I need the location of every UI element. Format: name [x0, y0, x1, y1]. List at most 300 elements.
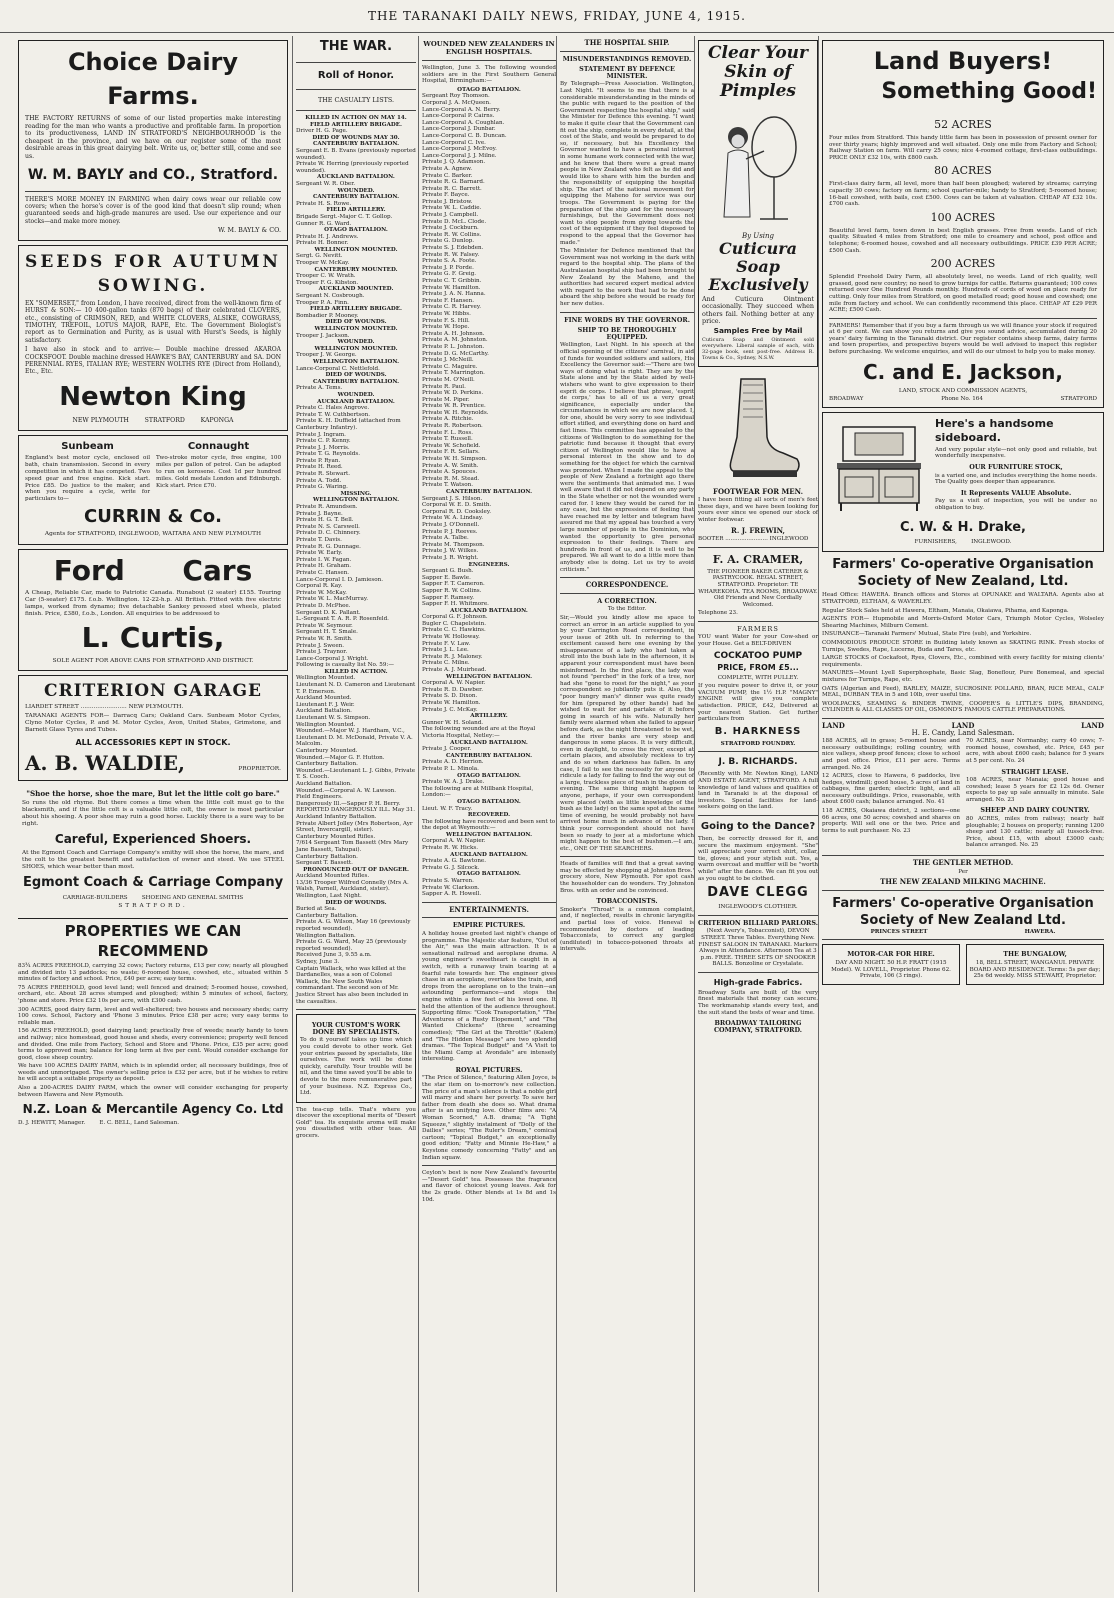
- list-item: Private J. O'Donnell.: [422, 521, 480, 528]
- coop-manure: MANURES—Mount Lyell Superphosphate, Basic Slag, Boneflour, Pure Bonemeal, and special mixtures for Turnips, Rape, etc.: [822, 670, 1104, 683]
- list-item: Lance-Corporal A. Coughlan.: [422, 119, 505, 126]
- list-item: Private J. Traynor.: [296, 649, 348, 656]
- list-item: Lieutenant W. S. Simpson.: [296, 715, 371, 722]
- list-item: Private R. C. Barrett.: [422, 185, 482, 192]
- list-item: OTAGO BATTALION.: [457, 798, 521, 805]
- criterion-title: CRITERION GARAGE: [43, 681, 263, 702]
- list-item: KILLED IN ACTION ON MAY 14.: [305, 115, 407, 121]
- list-item: Private R. G. Barnard.: [422, 179, 485, 186]
- list-item: Private J. J. Morris.: [296, 444, 350, 451]
- bottom-ads: [822, 944, 1104, 984]
- hospital-list: [422, 87, 556, 898]
- coop-wool: WOOLPACKS, SEAMING & BINDER TWINE, COOPER'S & LITTLE'S DIPS, BRANDING, CYLINDER & ALL CLASSES OF OIL, OSMOND'S FAMOUS CATTLE PREPARATIONS.: [822, 700, 1104, 714]
- prop-item: 156 ACRES FREEHOLD, good dairying land; practically free of weeds; nearly handy to town and railway; nice homestead, good house and sheds, every convenience; property well fenced and divided. One mile from Factory, School and Store and 'Phone. Price, £35 per acre; good terms to approved man; balance for long term at five per cent. Would consider exchange for good, close sheep country.: [18, 1028, 288, 1061]
- frewin-ad: [698, 373, 818, 543]
- list-item: Lieutenant N. D. Cameron and Lieutenant T. P. Emerson.: [296, 682, 416, 695]
- list-item: Private F. L. Ross.: [422, 429, 473, 436]
- waldie-name: A. B. WALDIE,: [25, 750, 185, 775]
- list-item: Private S. A. Foote.: [422, 258, 477, 265]
- list-item: Private R. Amundsen.: [296, 504, 358, 511]
- cramer-body: THE PIONEER BAKER CATERER & PASTRYCOOK. REGAL STREET, STRATFORD. Proprietor: TE WHAREKOHA. TEA ROOMS, BROADWAY. Old Friends and New Cordially Welcomed.: [698, 568, 818, 608]
- remember-body: FARMERS! Remember that if you buy a farm through us we will finance your stock if required at 6 per cent. We can show you returns and give you sound advice, accumulated during 20 years' dairy farming in the Taranaki district. Our register contains sheep farms, dairy farms and town properties, and prospective buyers would be well advised to inspect this register before purchasing. We welcome enquiries, and will do our utmost to help you to make money.: [829, 322, 1098, 356]
- list-item: Sapper F. T. Cameron.: [422, 581, 485, 588]
- list-item: Private S. Warren.: [422, 878, 474, 885]
- list-item: Corporal J. A. McQueen.: [422, 99, 491, 106]
- list-item: Corporal A. W. Napier.: [422, 680, 486, 687]
- list-item: AUCKLAND BATTALION.: [450, 607, 528, 614]
- list-item: Private C. Maguire.: [422, 363, 478, 370]
- list-item: Private F. Hansen.: [422, 297, 475, 304]
- list-item: Canterbury Battalion.: [296, 761, 358, 768]
- acres-100: 100 ACRES: [930, 210, 996, 224]
- list-item: WOUNDED.: [337, 339, 375, 346]
- list-item: Wounded.—Major G. F. Hutton.: [296, 754, 385, 761]
- list-item: Corporal W. E. D. Smith.: [422, 502, 492, 509]
- acres-80-body: First-class dairy farm, all level, more than half been ploughed; watered by streams; carrying capacity 30 cows; factory on farm; school quarter-mile; handy to Stratford; 5-roomed house; 16-bail cowshed, with bails, cost £500. Cows can be taken at valuation. CHEAP AT £32 10s. £700 cash.: [829, 181, 1097, 208]
- list-item: Private M. Piper.: [422, 396, 470, 403]
- list-item: Private R. J. Maloney.: [422, 653, 483, 660]
- list-item: AUCKLAND MOUNTED.: [318, 286, 394, 293]
- list-item: Private T. Watson.: [422, 482, 473, 489]
- list-item: Wellington, Last Night.: [296, 893, 362, 900]
- list-item: Private W. L. Caddie.: [422, 205, 482, 212]
- list-item: Lance-Corporal C. Ive.: [422, 139, 486, 146]
- empire-title: EMPIRE PICTURES.: [452, 921, 526, 930]
- list-item: Private R. Paul.: [422, 383, 466, 390]
- candy-listing: 80 ACRES, miles from railway; nearly half ploughable; 2 houses on property; running 1200 sheep and 130 cattle; nearly all tussock-free. Price, about £15, with about £3000 cash; balance arranged. No. 25: [966, 816, 1104, 849]
- list-item: Private A. Agnew.: [422, 165, 473, 172]
- acres-200-body: Splendid Freehold Dairy Farm, all absolutely level, no weeds. Land of rich quality, well grassed, good new country; no need to grow turnips for cattle. Returns guaranteed; 100 cows returned over One Hundred Pounds monthly. Hundreds of cords of wood on place ready for cutting. Only four miles from Stratford, on good metalled road; good house and cowshed; one mile from factory and school. We can confidently recommend this place. CHEAP AT £29 PER ACRE; £500 Cash.: [829, 274, 1097, 314]
- list-item: Sapper R. W. Collins.: [422, 587, 482, 594]
- list-item: Private J. W. Wilkes.: [422, 548, 479, 555]
- list-item: Private H. J. Andrews.: [296, 233, 359, 240]
- sideboard-title: Here's a handsome sideboard.: [935, 416, 1054, 444]
- furniture-title: OUR FURNITURE STOCK,: [969, 463, 1063, 472]
- acres-200: 200 ACRES: [930, 257, 996, 271]
- seeds-title: SEEDS FOR AUTUMN SOWING.: [25, 251, 281, 296]
- list-item: Private W. Hamilton.: [422, 284, 481, 291]
- list-item: Lance-Corporal I. D. Jamieson.: [296, 576, 384, 583]
- cuticura-samples: Samples Free by Mail: [713, 325, 803, 335]
- list-item: Sergeant D. K. Pallant.: [296, 609, 361, 616]
- list-item: Private R. Robertson.: [422, 423, 483, 430]
- list-item: Private A. Todd.: [296, 477, 342, 484]
- list-item: Canterbury Battalion.: [296, 912, 358, 919]
- list-item: Private J. Bayne.: [296, 510, 343, 517]
- list-item: Bugler C. Chapelstein.: [422, 620, 486, 627]
- list-item: Private D. McPhee.: [296, 602, 351, 609]
- list-item: Private J. Q. Adamson.: [422, 159, 486, 166]
- list-item: ENGINEERS.: [468, 561, 510, 568]
- list-item: Sergeant G. Bush.: [422, 568, 474, 575]
- list-item: Private J. Cockburn.: [422, 225, 479, 232]
- pump-price: PRICE, FROM £5...: [717, 662, 799, 672]
- tea-note: The tea-cup tells. That's where you discover the exceptional merits of "Desert Gold" tea. Its exquisite aroma will make you dissatisfied with other teas. All grocers.: [296, 1106, 416, 1140]
- list-item: Gunner R. G. Ward.: [296, 220, 352, 227]
- list-item: Lieut. W. F. Tracy.: [422, 805, 473, 812]
- list-item: AUCKLAND BATTALION.: [317, 174, 395, 181]
- footwear-body: I have been fitting all sorts of men's feet these days, and we have been looking for yours ever since we opened our stock of winter footwear.: [698, 497, 818, 523]
- list-item: DIED OF WOUNDS MAY 30.: [312, 134, 400, 141]
- list-item: Private A. W. Smith.: [422, 462, 479, 469]
- royal-title: ROYAL PICTURES.: [455, 1065, 523, 1074]
- curtis-sub: SOLE AGENT FOR ABOVE CARS FOR STRATFORD AND DISTRICT.: [52, 657, 254, 664]
- list-item: WELLINGTON BATTALION.: [445, 673, 533, 680]
- list-item: Private C. Hales Angrove.: [296, 405, 370, 412]
- list-item: Private G. Dunlop.: [422, 238, 475, 245]
- bungalow-title: THE BUNGALOW,: [1003, 950, 1067, 959]
- list-item: Corporal R. D. Cooksley.: [422, 508, 492, 515]
- list-item: WELLINGTON BATTALION.: [312, 358, 400, 365]
- list-item: Sergeant H. T. Smale.: [296, 629, 358, 636]
- jackson-addr-left: BROADWAY: [829, 396, 864, 403]
- list-item: WELLINGTON MOUNTED.: [314, 345, 398, 352]
- list-item: CANTERBURY MOUNTED.: [314, 266, 398, 273]
- land-right: LAND: [1081, 720, 1104, 730]
- list-item: Private W. Early.: [296, 550, 343, 557]
- farmers-heading: FARMERS: [737, 624, 779, 633]
- ford-ad: [18, 549, 288, 672]
- list-item: Wounded.—Corporal A. W. Lawson.: [296, 787, 397, 794]
- list-item: PRONOUNCED OUT OF DANGER.: [303, 866, 409, 873]
- masthead: THE TARANAKI DAILY NEWS, FRIDAY, JUNE 4, 1915.: [0, 0, 1114, 33]
- clegg-name: DAVE CLEGG: [707, 885, 809, 901]
- land-buyers: Land Buyers!: [873, 47, 1053, 75]
- coop-oats: OATS (Algerian and Feed), BARLEY, MAIZE, SUCROSINE POLLARD, BRAN, RICE MEAL, CALF MEAL, DURBAN TEA in 5 and 10lb, over useful tins.: [822, 685, 1104, 699]
- list-item: Private W. R. Prentice.: [422, 403, 486, 410]
- drake-sub: FURNISHERS, INGLEWOOD.: [914, 538, 1012, 545]
- currin-ad: [18, 435, 288, 544]
- coop-sales: Regular Stock Sales held at Hawera, Eltham, Manaia, Okaiawa, Pihama, and Kaponga.: [822, 607, 1069, 614]
- billiards-title: CRITERION BILLIARD PARLORS.: [698, 918, 818, 927]
- dairy-firm: W. M. BAYLY and CO., Stratford.: [27, 166, 279, 183]
- frewin-name: R. J. FREWIN,: [731, 525, 785, 535]
- hospital-ship-sub2: STATEMENT BY DEFENCE MINISTER.: [579, 65, 675, 80]
- accessories: ALL ACCESSORIES KEPT IN STOCK.: [75, 737, 231, 747]
- shoers-body: At the Egmont Coach and Carriage Company's smithy will shoe the horse, the mare, and the colt to the greatest benefit and satisfaction of owner and steed. We use STEEL SHOES, which wear better than most.: [22, 849, 284, 870]
- cuticura-ad: [698, 40, 818, 367]
- richards-body: (Recently with Mr. Newton King), LAND AND ESTATE AGENT, STRATFORD. A full knowledge of land values and qualities of land in Taranaki is at the disposal of investors. Special facilities for land-seekers going on the land.: [698, 771, 818, 811]
- candy-listing: STRAIGHT LEASE.: [1001, 767, 1069, 776]
- list-item: Private J. Ingram.: [296, 431, 346, 438]
- list-item: Private P. L. Minola.: [422, 765, 479, 772]
- coop-office: Head Office: HAWERA. Branch offices and Stores at OPUNAKE and WALTARA. Agents also at STRATFORD, ELTHAM, & WAVERLEY.: [822, 592, 1104, 606]
- list-item: Lance-Corporal C. B. Duncan.: [422, 132, 507, 139]
- connaught-title: Connaught: [187, 441, 250, 453]
- list-item: Buried at Sea.: [296, 906, 337, 913]
- clegg-sub: INGLEWOOD'S CLOTHIER.: [718, 904, 798, 911]
- jackson-phone: Phone No. 164: [941, 396, 983, 403]
- list-item: Private W. McKay.: [296, 589, 347, 596]
- list-item: FIELD ARTILLERY.: [326, 207, 386, 214]
- fabrics-body: Broadway Suits are built of the very finest materials that money can secure. The workmanship stands every test, and the suit stand the tests of wear and time.: [698, 989, 818, 1016]
- list-item: Captain Wallack, who was killed at the Dardanelles, was a son of Colonel Wallack, the New South Wales commandant. The second son of Mr. Justice Street has also been included in the casualties.: [296, 965, 409, 1005]
- ceylon-note: Ceylon's best is now New Zealand's favourite—"Desert Gold" tea. Possesses the fragrance and flavor of choicest young leaves. Ask for the 2s grade. Other blends at 1s 8d and 1s 10d.: [422, 1170, 556, 1203]
- list-item: Private A. G. Bawtone.: [422, 858, 487, 865]
- custom-body: To do it yourself takes up time which you could devote to other work. Get your entries passed by specialists, like ourselves. The work will be done quickly, carefully. Your trouble will be nil, and the time saved you'll be able to devote to the more remunerative part of your business. N.Z. Express Co., Ltd.: [300, 1037, 412, 1097]
- list-item: 13/36 Trooper Wilfred Connelly (Mrs A. Walsh, Parnell, Auckland, sister).: [296, 879, 409, 893]
- candy-listing: 12 ACRES, close to Hawera, 6 paddocks, live hedges, windmill; good house, 5 acres of land in cabbages, fine garden; electric light, and all necessary outbuildings. Price, reasonable, with about £600 cash; balance arranged. No. 41: [822, 773, 960, 806]
- list-item: WELLINGTON MOUNTED.: [314, 326, 398, 332]
- broadway-name: BROADWAY TAILORING COMPANY, STRATFORD.: [713, 1019, 803, 1034]
- motor-body: DAY AND NIGHT. 50 H.P. FRATT (1915 Model). W. LOVELL, Proprietor. Phone 62. Private, 106 (3 rings).: [831, 960, 951, 980]
- list-item: Private A. M. Johnston.: [422, 337, 488, 344]
- list-item: CANTERBURY BATTALION.: [445, 752, 533, 759]
- list-item: Private D. G. McCarthy.: [422, 350, 489, 357]
- list-item: Private W. H. Simpson.: [422, 456, 487, 463]
- coop2-title: Farmers' Co-operative Organisation Society of New Zealand Ltd.: [832, 895, 1094, 928]
- casualty-heading: THE CASUALTY LISTS.: [317, 96, 395, 104]
- list-item: OTAGO BATTALION.: [457, 86, 521, 93]
- list-item: Private A. G. Wilson, May 16 (previously reported wounded).: [296, 919, 411, 933]
- candy-listing: 188 ACRES, all in grass; 5-roomed house and necessary outbuildings; rolling country, with nice valleys, sheep proof fences; close to school and post office. Price, £11 per acre. Terms arranged. No. 24: [822, 738, 960, 771]
- list-item: Private R. D. Dawber.: [422, 686, 484, 693]
- list-item: Private W. Herring (previously reported wounded).: [296, 161, 409, 174]
- list-item: Private C. T. Gribbin.: [422, 278, 482, 284]
- list-item: WOUNDED.: [337, 391, 375, 398]
- list-item: WELLINGTON MOUNTED.: [314, 246, 398, 253]
- coop-produce: COMMODIOUS PRODUCE STORE in Building lately known as SKATING RINK. Fresh stocks of Turnips, Swedes, Rape, Lucerne, Buda and Tares, etc.: [822, 640, 1104, 653]
- list-item: Private P. J. Reeves.: [422, 528, 478, 535]
- list-item: Private M. O'Neill.: [422, 376, 475, 383]
- list-item: DIED OF WOUNDS.: [325, 372, 387, 379]
- list-item: Private A. H. Johnson.: [422, 330, 485, 337]
- list-item: Private C. P. Kenny.: [296, 438, 351, 445]
- cramer-ad: [698, 552, 818, 617]
- curtis-name: L. Curtis,: [81, 620, 225, 654]
- list-item: Private H. Graham.: [296, 563, 351, 570]
- list-item: CANTERBURY BATTALION.: [312, 194, 400, 201]
- list-item: AUCKLAND BATTALION.: [317, 398, 395, 405]
- correction-sub: A CORRECTION.: [597, 596, 657, 605]
- list-item: Following is casualty list No. 59:—: [296, 662, 394, 669]
- hospitals-title: WOUNDED NEW ZEALANDERS IN ENGLISH HOSPITALS.: [423, 40, 555, 56]
- billiards-body: (Next Avery's, Tobacconist), DEVON STREET. Three Tables. Everything New. FINEST SALOON IN TARANAKI. Markers Always in Attendance. Afternoon Tea at 3 p.m. FREE. THREE SETS OF SNOOKER BALLS. Bonzoline or Crystalate.: [698, 928, 818, 968]
- war-heading: THE WAR.: [319, 39, 393, 54]
- milking-ad: [822, 860, 1104, 935]
- list-item: Private R. M. Stead.: [422, 475, 480, 482]
- list-item: Private T. G. Reynolds.: [296, 451, 361, 458]
- list-item: CANTERBURY BATTALION.: [312, 141, 400, 148]
- list-item: Private A. D. Herrion.: [422, 759, 484, 766]
- list-item: The following have recovered and been sent to the depot at Weymouth:—: [422, 818, 556, 832]
- list-item: OTAGO BATTALION.: [457, 772, 521, 779]
- tobacconists-body: Smoker's "Throat" is a common complaint, and, if neglected, results in chronic laryngitis and partial loss of voice. Heneval is recommended by doctors of leading Tobacconists, to correct any gargled (undiluted) in tobacco-poisoned throats at intervals.: [560, 906, 694, 953]
- list-item: Private W. A. Lindsay.: [422, 515, 484, 522]
- list-item: Private P. Ryan.: [296, 457, 341, 464]
- prop-item: 83¾ ACRES FREEHOLD, carrying 32 cows; Factory returns, £13 per cow; nearly all ploughed and divided into 13 paddocks; no waste; 6-roomed house, cowshed, etc., situated within 5 minutes of factory and school. Price, £40 per acre; easy terms.: [18, 962, 288, 983]
- dairy-title: Choice Dairy Farms.: [67, 48, 239, 110]
- list-item: DIED OF WOUNDS.: [325, 319, 387, 326]
- list-item: Trooper F. G. Kibston.: [296, 279, 359, 286]
- broadway-ad: [698, 977, 818, 1034]
- royal-body: "The Price of Silence," featuring Allen Joyce, is the star item on to-morrow's new collection. The price of a man's silence is that a noble girl will marry and share her poverty. To save her father from death she does so. What drama after is an unifying love. Other films are: "A Woman Scorned," A.B. drama; "A Tight Squeeze," slightly instalment of "Dolly of the Dailies" series; "The Ruler's Dream," comical cartoon; "Topical Budget," an exceptionally good edition; "Fatty and Minnie He-Haw," a Keystone comedy concerning "Fatty" and an Indian squaw.: [422, 1075, 556, 1161]
- list-item: Bombadier P. Mooney.: [296, 312, 359, 319]
- list-item: Private C. C. Hawkins.: [422, 627, 486, 634]
- list-item: Private W. Hamilton.: [422, 700, 481, 706]
- list-item: Lance-Corporal A. N. Berry.: [422, 106, 501, 113]
- pump-complete: COMPLETE, WITH PULLEY.: [717, 674, 799, 681]
- sunbeam-body: England's best motor cycle, enclosed oil bath, chain transmission. Second in every competition in which it has competed. Two speed gear and free engine. Kick start. Price £85. Do justice to the maker, and when you require a cycle, write for particulars to—: [25, 455, 150, 503]
- column-4: [556, 36, 694, 1592]
- column-3: [418, 36, 556, 1592]
- list-item: Lance-Corporal P. Cairns.: [422, 113, 495, 120]
- sideboard-body: And very popular style—not only good and reliable, but wonderfully inexpensive.: [935, 446, 1097, 460]
- cramer-tel: Telephone 23.: [698, 610, 738, 617]
- list-item: Private A. Ritchie.: [422, 416, 474, 423]
- list-item: Sapper E. Bawle.: [422, 574, 471, 581]
- list-item: Private W. D. Perkins.: [422, 390, 484, 397]
- jackson-ad: [822, 40, 1104, 408]
- coop-agents: AGENTS FOR— Hupmobile and Morris-Oxford Motor Cars, Triumph Motor Cycles, Wolseley Shearing Machines, Milburn Cement.: [822, 616, 1104, 629]
- list-item: ARTILLERY.: [470, 713, 508, 720]
- list-item: Private K. H. Duffield (attached from Canterbury Infantry).: [296, 418, 401, 431]
- list-item: Private A. Tems.: [296, 385, 343, 392]
- column-1: [18, 36, 288, 1592]
- criterion-street: LIARDET STREET ......................... NEW PLYMOUTH.: [25, 704, 184, 711]
- acres-100-body: Beautiful level farm, town down in best English grasses. Free from weeds. Land of rich quality. Situated 4 miles from Stratford; one mile to creamery and school, post office and telephone; 6-roomed house, cowshed and all necessary outbuildings. PRICE £39 PER ACRE; £500 Cash.: [829, 227, 1097, 254]
- list-item: Private J. Bristow.: [422, 198, 473, 205]
- criterion-ad: [18, 675, 288, 781]
- jackson-sub: LAND, STOCK AND COMMISSION AGENTS,: [898, 387, 1028, 394]
- woman-mirror-illustration: [710, 107, 806, 227]
- column-6: [818, 36, 1104, 1592]
- list-item: Canterbury Mounted.: [296, 748, 358, 754]
- list-item: Private J. C. McKay.: [422, 706, 478, 713]
- list-item: Lance-Corporal J. J. Milne.: [422, 152, 497, 159]
- list-item: Sergeant E. B. Evans (previously reported wounded).: [296, 147, 416, 161]
- newton-places: NEW PLYMOUTH STRATFORD KAPONGA: [72, 416, 234, 424]
- governor-title: FINE WORDS BY THE GOVERNOR.: [564, 315, 690, 324]
- list-item: Auckland Battalion.: [296, 708, 352, 715]
- connaught-body: Two-stroke motor cycle, free engine, 100 miles per gallon of petrol. Can be adapted to run on kerosene. Cost 1d per hundred miles. Gold medals London and Edinburgh. Kick start. Price £70.: [156, 455, 281, 489]
- list-item: Private N. S. Carswell.: [296, 523, 360, 530]
- list-item: Private S. J. Edebden.: [422, 245, 484, 252]
- shoers-title: Careful, Experienced Shoers.: [54, 831, 252, 846]
- list-item: Private A. J. Muirhead.: [422, 667, 487, 674]
- list-item: Private P. L. Johnston.: [422, 343, 485, 350]
- list-item: Corporal A. W. Napier.: [422, 838, 486, 845]
- cuticura-by: By Using: [741, 232, 775, 240]
- furniture-body: is a varied one, and includes everything the home needs. The Quality goes deeper than appearance.: [935, 472, 1097, 486]
- list-item: Private F. R. Sellars.: [422, 449, 480, 456]
- list-item: Private J. A. N. Hanna.: [422, 291, 486, 298]
- coop-oil: LARGE STOCKS of Cockafoot, Ryes, Clovers, Etc., combined with every facility for mixing clients' requirements.: [822, 655, 1104, 668]
- per-word: Per: [958, 868, 968, 875]
- list-item: Private G. J. Silcock.: [422, 864, 480, 871]
- cuticura-fine: Cuticura Soap and Ointment sold everywhere. Liberal sample of each, with 32-page book, sent post-free. Address R. Towns & Co., Sydney, N.S.W.: [702, 336, 814, 361]
- list-item: Trooper J. Jackson.: [296, 332, 350, 339]
- sideboard-illustration: [829, 423, 929, 513]
- list-item: Private J. P. Forde.: [422, 264, 474, 271]
- list-item: Private A. Talbe.: [422, 535, 469, 542]
- richards-ad: [698, 756, 818, 811]
- list-item: Private R. G. Dunnage.: [296, 543, 361, 550]
- drake-ad: [822, 412, 1104, 553]
- egmont-ad: [18, 785, 288, 914]
- candy-name: H. E. Candy, Land Salesman.: [911, 728, 1015, 737]
- list-item: Private F. S. Hill.: [422, 317, 470, 324]
- list-item: Private T. W. Cuthbertson.: [296, 411, 371, 418]
- list-item: Private R. W. Collins.: [422, 231, 482, 238]
- correction-to: To the Editor.: [607, 606, 647, 613]
- dairy-body: THE FACTORY RETURNS of some of our listed properties make interesting reading for the man who wants a productive and profitable farm. In proportion to its productiveness, LAND IN STRATFORD'S NEIGHBOURHOOD is the cheapest in the province, and we have on our register some of the most desirable areas in this great dairying belt. Write us, or, better still, come and see us.: [25, 115, 281, 160]
- acres-52: 52 ACRES: [934, 118, 992, 131]
- list-item: Private D. C. Chinnery.: [296, 530, 361, 537]
- list-item: Private J. Sween.: [296, 642, 345, 649]
- list-item: Private Albert Jolley (Mrs Robertson, Ayr Street, Invercargill, sister).: [296, 820, 413, 834]
- list-item: Trooper J. W. George.: [296, 352, 357, 359]
- list-item: WELLINGTON BATTALION.: [312, 497, 400, 504]
- seeds-stock: I have also in stock and to arrive:— Double machine dressed AKAROA COCKSFOOT. Double machine dressed HAWKE'S BAY, CANTERBURY and SA. DON PERENNIAL RYES, ITALIAN RYE; WESTERN WOLTHS RYE (Direct from Holland), Etc., Etc.: [25, 346, 281, 376]
- egmont-title: Egmont Coach & Carriage Company: [22, 874, 284, 890]
- column-2: [292, 36, 416, 1592]
- list-item: WELLINGTON BATTALION.: [445, 831, 533, 838]
- list-item: Sergeant J. S. Hilson.: [422, 495, 483, 502]
- list-item: Private J. Cooper.: [422, 746, 472, 753]
- list-item: Private I. W. Fagan.: [296, 556, 352, 563]
- drake-name: C. W. & H. Drake,: [900, 519, 1026, 535]
- list-item: AUCKLAND BATTALION.: [450, 851, 528, 858]
- list-item: FIELD ARTILLERY BRIGADE.: [310, 121, 402, 128]
- hospitals-intro: Wellington, June 3. The following wounded soldiers are in the First Southern General Hospital, Birmingham:—: [422, 65, 556, 85]
- list-item: Private C. Milne.: [422, 660, 470, 667]
- list-item: Private G. Waring.: [296, 484, 348, 491]
- list-item: Received June 3, 9.55 a.m.: [296, 952, 372, 959]
- sunbeam-title: Sunbeam: [61, 441, 114, 453]
- value-title: It Represents VALUE Absolute.: [960, 488, 1072, 497]
- list-item: DIED OF WOUNDS.: [325, 899, 387, 906]
- list-item: Driver H. G. Page.: [296, 128, 348, 135]
- billiards-ad: [698, 920, 818, 968]
- dance-body: Then, be correctly dressed for it, and secure the maximum enjoyment. "She" will appreciate your correct shirt, collar, tie, gloves; and your stylish suit. Yes, a warm overcoat and muffler will be "worth while" after the dance. We can fit you out as you ought to be clothed.: [698, 835, 818, 882]
- list-item: REPORTED DANGEROUSLY ILL. May 31.: [296, 807, 416, 814]
- list-item: Private W. H. Reynolds.: [422, 409, 489, 416]
- list-item: Wounded.—Lieutenant L. J. Gibbs, Private T. S. Cooch.: [296, 767, 416, 781]
- list-item: 7/614 Sergeant Tom Bassett (Mrs Mary Jane Bassett, Tahupai).: [296, 840, 409, 853]
- list-item: Private S. D. Dixon.: [422, 693, 478, 700]
- candy-listing: 108 ACRES, near Manaia; good house and cowshed; lease 5 years for £2 12s 6d. Owner expects to pay up sale annually in minute. Sale arranged. No. 23: [966, 777, 1104, 803]
- list-item: The following are at Millbank Hospital, London:—: [422, 785, 534, 799]
- cuticura-brand: Cuticura Soap Exclusively: [708, 238, 808, 294]
- list-item: The following wounded are at the Royal Victoria Hospital, Netley:—: [422, 726, 536, 739]
- coop-title: Farmers' Co-operative Organisation Society of New Zealand, Ltd.: [832, 557, 1094, 590]
- list-item: Private F. Bayce.: [422, 192, 470, 199]
- governor-sub: SHIP TO BE THOROUGHLY EQUIPPED.: [577, 326, 677, 341]
- boot-illustration: [713, 373, 803, 483]
- foundry: STRATFORD FOUNDRY.: [720, 740, 796, 747]
- list-item: KILLED IN ACTION.: [324, 668, 388, 675]
- list-item: Private H. G. T. Bell.: [296, 517, 354, 524]
- egmont-town: STRATFORD.: [118, 903, 188, 910]
- list-item: Private W. Seymour.: [296, 622, 353, 629]
- cuticura-title: Clear Your Skin of Pimples: [707, 43, 808, 101]
- list-item: Private W. Holloway.: [422, 634, 480, 641]
- governor-body: Wellington, Last Night. In his speech at the official opening of the citizens' carnival, in aid of funds for wounded soldiers and sailors, His Excellency the Governor said:—"There are two ways of doing what is right. They are by the State alone and by the State aided by well-wishers who want to give expression to their esprit de corps. I believe that phrase, 'esprit de corps,' has to all of us a very great significance, especially under the circumstances in which we are now placed. I, for one, should be very sorry to see individual effort stifled, and everything done on hard and fast lines. This committee has appealed to the citizens of Wellington to do something for the patriotic fund because it thought that every citizen of Wellington would like to have a personal interest in the show and to do something for the object for which the carnival was promoted. When I made the appeal to the people of New Zealand a fortnight ago there were the sentiments that animated me. I was well aware that it did not depend on any party in the State whether or not the wounded were cared for. I knew they would be cared for in any case, but the expressions of feeling that have reached me by letter and telegram have assured me that my appeal has touched a very large number of people in the Dominion, who wanted the opportunity to give personal expression to their feelings. There are hundreds in front of us, and it is well to be prepared. We all want to do a little more than anybody else is doing. Let us try to avoid criticism.": [560, 342, 694, 573]
- ent-title: ENTERTAINMENTS.: [449, 904, 529, 914]
- list-item: Dangerously Ill.—Sapper P. H. Berry.: [296, 800, 401, 807]
- list-item: CANTERBURY BATTALION.: [445, 489, 533, 495]
- list-item: Canterbury Mounted Rifles.: [296, 833, 376, 840]
- candy-listing: 70 ACRES, near Normanby; carry 40 cows; 7-roomed house, cowshed, etc. Price, £45 per acre, with about £600 cash; balance for 5 years at 5 per cent. No. 24: [966, 738, 1104, 764]
- gentler-title: THE GENTLER METHOD.: [912, 858, 1014, 868]
- correspondence-title: CORRESPONDENCE.: [585, 580, 669, 590]
- prop-item: 75 ACRES FREEHOLD, good level land; well fenced and drained; 5-roomed house, cowshed, orchard, etc. About 28 acres stumped and ploughed; within 5 minutes of school, factory, 'phone and store. Price £32 10s per acre, with £300 cash.: [18, 984, 288, 1004]
- milking-title: THE NEW ZEALAND MILKING MACHINE.: [880, 877, 1046, 887]
- list-item: Private H. Bonner.: [296, 240, 349, 247]
- list-item: AUCKLAND BATTALION.: [450, 739, 528, 746]
- list-item: Sapper F. H. Whitmore.: [422, 601, 489, 608]
